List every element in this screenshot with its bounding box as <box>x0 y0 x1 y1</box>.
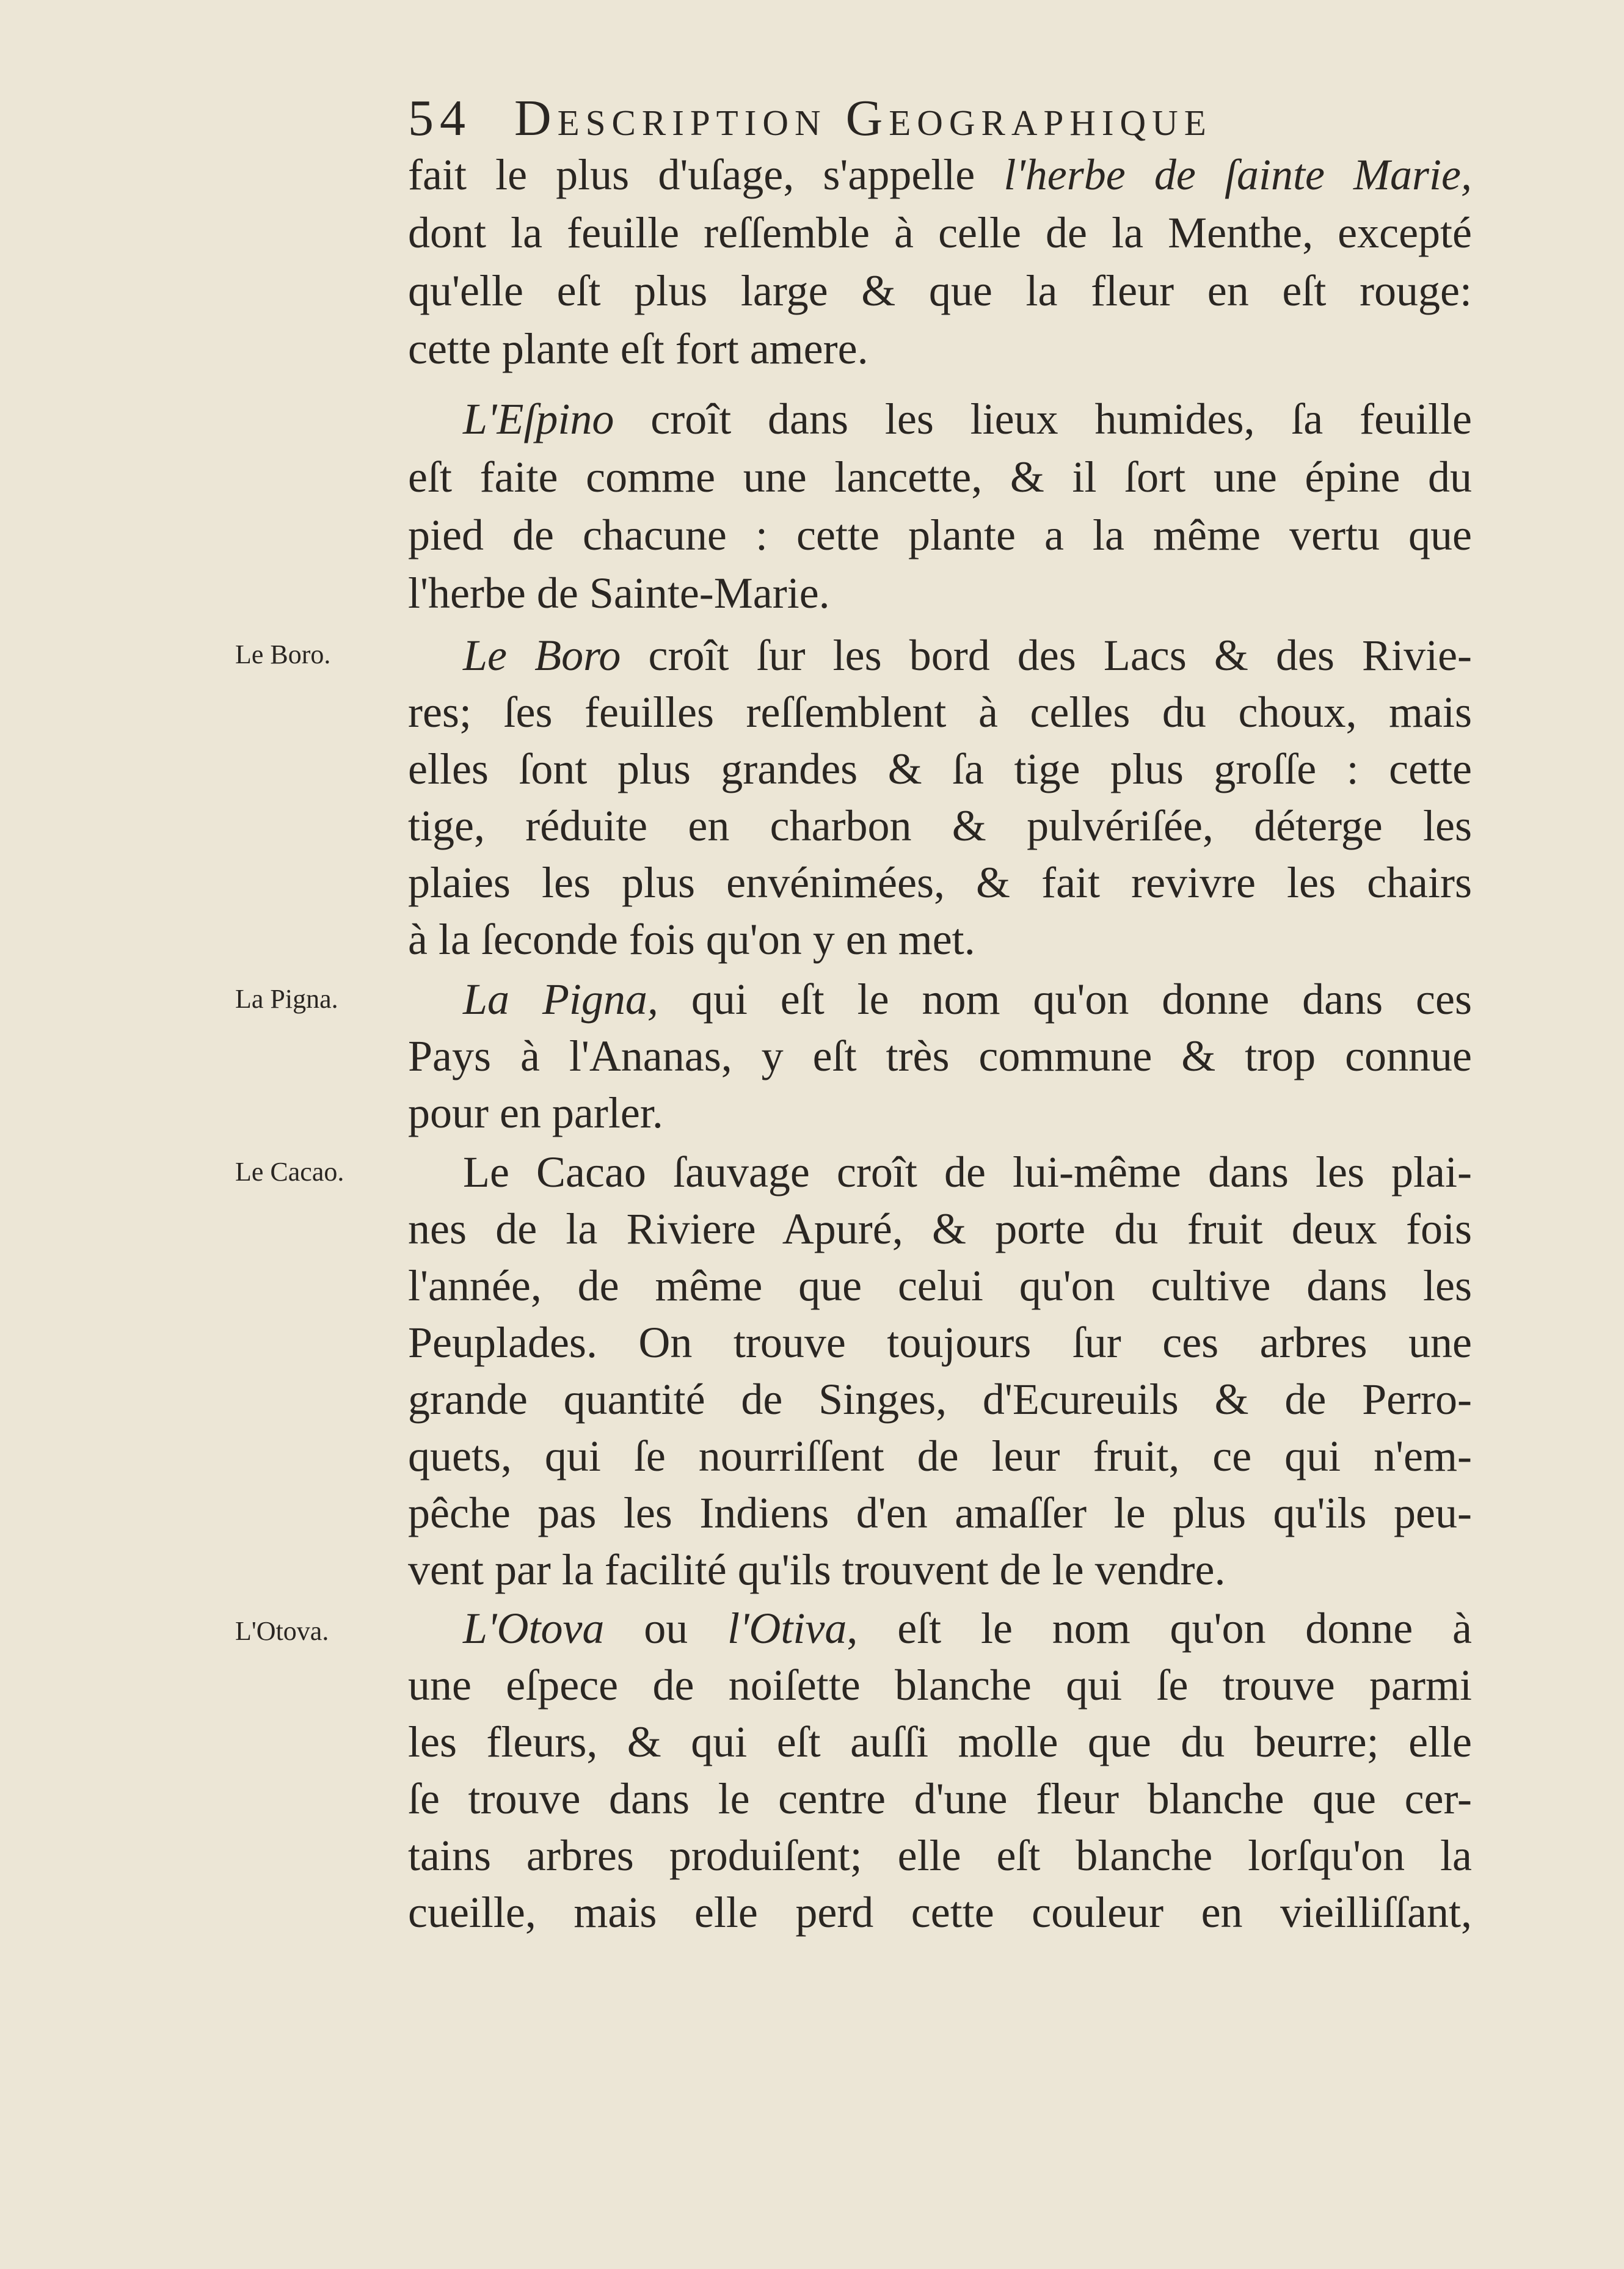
text-line: nes de la Riviere Apuré, & porte du fruit deux fois <box>408 1204 1472 1253</box>
text-line: qu'elle eſt plus large & que la fleur en eſt rouge: <box>408 266 1472 315</box>
text-line: cueille, mais elle perd cette couleur en vieilliſſant, <box>408 1888 1472 1937</box>
text-line: une eſpece de noiſette blanche qui ſe trouve parmi <box>408 1661 1472 1710</box>
running-title: Description Geographique <box>514 90 1212 147</box>
text-line: à la ſeconde fois qu'on y en met. <box>408 915 975 964</box>
text-line: l'herbe de Sainte-Marie. <box>408 569 830 617</box>
text-line: pour en parler. <box>408 1088 663 1137</box>
text-line: La Pigna, qui eſt le nom qu'on donne dans ces <box>463 975 1472 1024</box>
text-line: elles ſont plus grandes & ſa tige plus groſſe : cette <box>408 745 1472 793</box>
text-line: tige, réduite en charbon & pulvériſée, déterge les <box>408 801 1472 850</box>
text-line: les fleurs, & qui eſt auſſi molle que du beurre; elle <box>408 1717 1472 1766</box>
text-line: pêche pas les Indiens d'en amaſſer le plus qu'ils peu- <box>408 1488 1472 1537</box>
text-line: pied de chacune : cette plante a la même vertu que <box>408 511 1472 559</box>
text-line: res; ſes feuilles reſſemblent à celles du choux, mais <box>408 688 1472 737</box>
text-line: quets, qui ſe nourriſſent de leur fruit, ce qui n'em- <box>408 1432 1472 1480</box>
text-line: dont la feuille reſſemble à celle de la Menthe, excepté <box>408 208 1472 257</box>
text-line: Le Boro croît ſur les bord des Lacs & des Rivie- <box>463 631 1473 680</box>
text-line: grande quantité de Singes, d'Ecureuils & de Perro- <box>408 1375 1472 1424</box>
text-line: L'Otova ou l'Otiva, eſt le nom qu'on donne à <box>463 1604 1472 1653</box>
text-line: Peuplades. On trouve toujours ſur ces arbres une <box>408 1318 1472 1367</box>
margin-note: Le Boro. <box>235 639 331 669</box>
text-line: ſe trouve dans le centre d'une fleur blanche que cer- <box>408 1774 1472 1823</box>
margin-note: La Pigna. <box>235 984 338 1014</box>
text-line: vent par la facilité qu'ils trouvent de le vendre. <box>408 1545 1226 1594</box>
text-line: fait le plus d'uſage, s'appelle l'herbe de ſainte Marie, <box>408 150 1473 199</box>
page-number: 54 <box>408 90 472 147</box>
text-line: Pays à l'Ananas, y eſt très commune & trop connue <box>408 1032 1472 1080</box>
margin-note: Le Cacao. <box>235 1157 344 1187</box>
margin-note: L'Otova. <box>235 1616 329 1646</box>
text-line: Le Cacao ſauvage croît de lui-même dans les plai- <box>463 1148 1472 1196</box>
text-line: plaies les plus envénimées, & fait revivre les chairs <box>408 858 1472 907</box>
text-line: eſt faite comme une lancette, & il ſort une épine du <box>408 453 1472 501</box>
text-line: L'Eſpino croît dans les lieux humides, ſa feuille <box>463 395 1472 443</box>
text-line: cette plante eſt fort amere. <box>408 324 868 373</box>
text-line: tains arbres produiſent; elle eſt blanche lorſqu'on la <box>408 1831 1472 1880</box>
text-line: l'année, de même que celui qu'on cultive dans les <box>408 1261 1472 1310</box>
running-header <box>408 89 1373 148</box>
